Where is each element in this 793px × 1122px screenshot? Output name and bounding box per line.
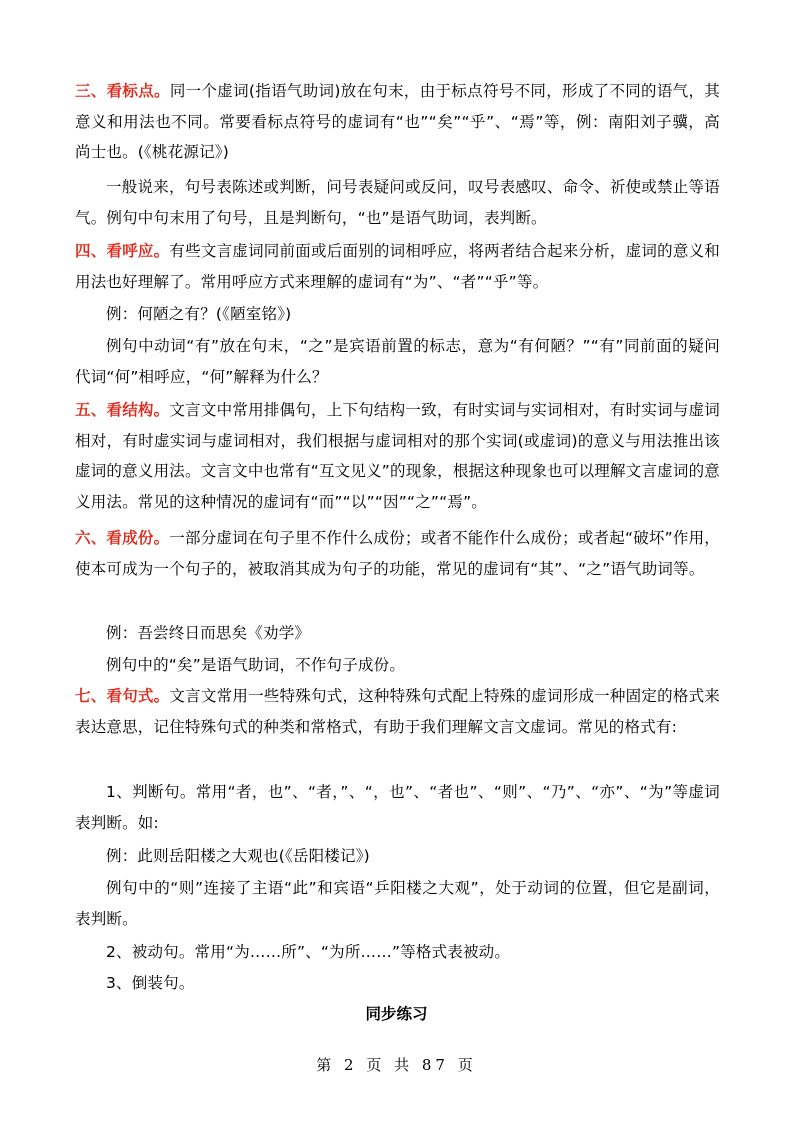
section-5-text: 文言文中常用排偶句，上下句结构一致，有时实词与实词相对，有时实词与虚词相对，有时虚实词与虚词相对，我们根据与虚词相对的那个实词(或虚词)的意义与用法推出该虚词的意义用法。文言文中也常有“互文见义”的现象，根据这种现象也可以理解文言虚词的意义用法。常见的这种情况的虚词有“而”“以”“因”“之”“焉”。 bbox=[75, 401, 720, 511]
section-6-text: 一部分虚词在句子里不作什么成份；或者不能作什么成份；或者起“破坏”作用，使本可成为一个句子的，被取消其成为句子的功能，常见的虚词有“其”、“之”语气助词等。 bbox=[75, 529, 720, 578]
section-3-paragraph bbox=[75, 76, 720, 168]
section-4-explanation: 例句中动词“有”放在句末，“之”是宾语前置的标志，意为“有何陋？”“有”同前面的疑问代词“何”相呼应，“何”解释为什么？ bbox=[75, 337, 720, 386]
section-5-paragraph bbox=[75, 395, 720, 517]
section-4-text: 有些文言虚词同前面或后面别的词相呼应，将两者结合起来分析，虚词的意义和用法也好理解了。常用呼应方式来理解的虚词有“为”、“者”“乎”等。 bbox=[75, 242, 720, 291]
section-7-explanation: 例句中的“则”连接了主语“此”和宾语“乒阳楼之大观”，处于动词的位置，但它是副词，表判断。 bbox=[75, 879, 720, 928]
section-7-text: 文言文常用一些特殊句式，这种特殊句式配上特殊的虚词形成一种固定的格式来表达意思，记住特殊句式的种类和常格式，有助于我们理解文言文虚词。常见的格式有: bbox=[75, 687, 720, 736]
page-footer: 第 2 页 共 87 页 bbox=[316, 1056, 477, 1074]
section-4-paragraph bbox=[75, 236, 720, 297]
section-6-explanation: 例句中的“矣”是语气助词，不作句子成份。 bbox=[106, 656, 406, 674]
section-4-example: 例：何陋之有？(《陋室铭》) bbox=[106, 305, 292, 323]
section-6-paragraph bbox=[75, 523, 720, 584]
section-3-explanation: 一般说来，句号表陈述或判断，问号表疑问或反问，叹号表感叹、命令、祈使或禁止等语气。例句中句末用了句号，且是判断句，“也”是语气助词，表判断。 bbox=[75, 178, 720, 227]
practice-title: 同步练习 bbox=[365, 1005, 428, 1023]
section-5-heading: 五、看结构。 bbox=[75, 401, 170, 419]
section-6-heading: 六、看成份。 bbox=[75, 529, 170, 547]
section-4-heading: 四、看呼应。 bbox=[75, 242, 170, 260]
section-7-example: 例：此则岳阳楼之大观也(《岳阳楼记》) bbox=[106, 847, 370, 865]
section-7-item-judgment: 1、判断句。常用“者，也”、“者，”、“，也”、“者也”、“则”、“乃”、“亦”、“为”等虚词表判断。如: bbox=[75, 783, 720, 832]
section-3-heading: 三、看标点。 bbox=[75, 82, 170, 100]
section-7-item-passive: 2、被动句。常用“为……所”、“为所……”等格式表被动。 bbox=[106, 943, 511, 961]
section-3-text: 同一个虚词(指语气助词)放在句末，由于标点符号不同，形成了不同的语气，其意义和用法也不同。常要看标点符号的虚词有“也”“矣”“乎”、“焉”等，例：南阳刘子骥，高尚士也。(《桃花源记》) bbox=[75, 82, 720, 161]
section-7-paragraph bbox=[75, 681, 720, 742]
section-6-example: 例：吾尝终日而思矣《劝学》 bbox=[106, 624, 311, 642]
section-7-heading: 七、看句式。 bbox=[75, 687, 170, 705]
section-7-item-inverted: 3、倒装句。 bbox=[106, 974, 195, 992]
